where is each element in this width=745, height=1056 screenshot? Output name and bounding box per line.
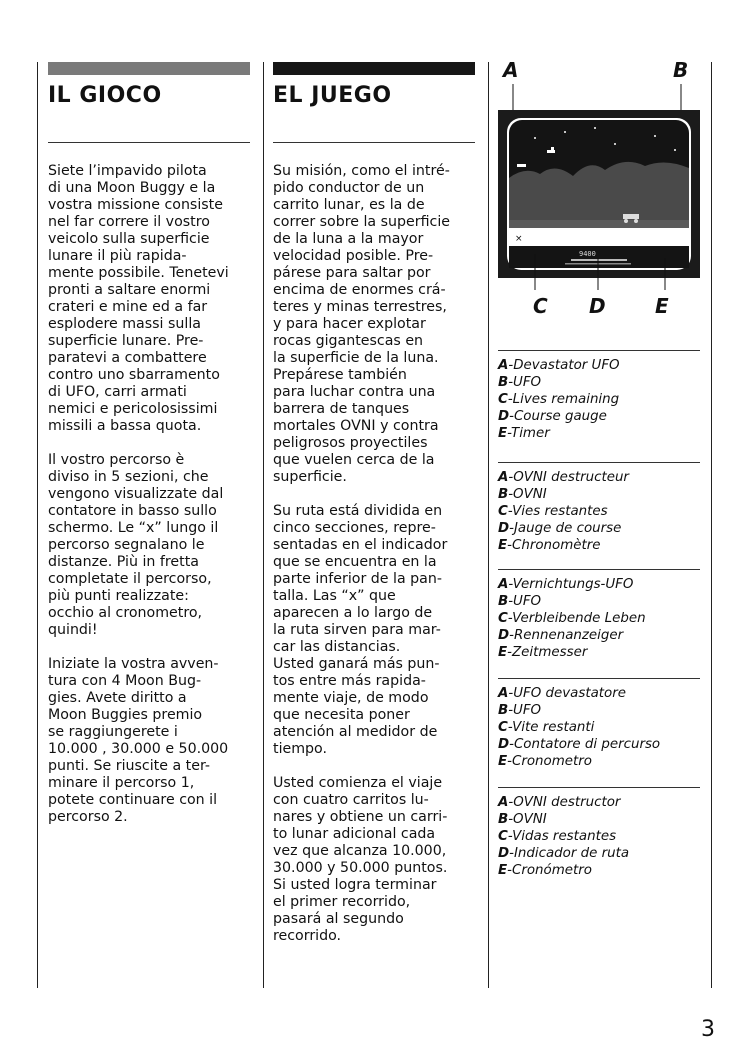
game-screen-illustration xyxy=(495,58,705,320)
legend-item xyxy=(498,593,700,610)
legend-text: -UFO xyxy=(508,375,542,390)
legend-letter: C xyxy=(498,720,508,735)
spanish-body: Su misión, como el intré- pido conductor de un carrito lunar, es la de correr sobre la superficie de la luna a la mayor velocidad posible. Pre- párese para saltar por encima de enormes crá- teres y minas terrestres, y para hacer explotar rocas gigantescas en la superficie de la luna. Prepárese también para luchar contra una barrera de tanques mortales OVNI y contra peligrosos proyectiles que vuelen cerca de la superficie. Su ruta está dividida en cinco secciones, repre- sentadas en el indicador que se encuentra en la parte inferior de la pan- talla. Las “x” que aparecen a lo largo de la ruta sirven para mar- car las distancias. Usted ganará más pun- tos entre más rapida- mente viaje, de modo que necesita poner atención al medidor de tiempo. Usted comienza el viaje con cuatro carritos lu- nares y obtiene un carri- to lunar adicional cada vez que alcanza 10.000, 30.000 y 50.000 puntos. Si usted logra terminar el primer recorrido, pasará al segundo recorrido. xyxy=(273,163,450,944)
legend-item xyxy=(498,845,700,862)
legend-letter: B xyxy=(498,594,509,609)
legend-item xyxy=(498,537,700,554)
legend-text: -Vite restanti xyxy=(507,720,595,735)
legend-rule xyxy=(498,350,700,351)
legend-item xyxy=(498,425,700,442)
legend-block xyxy=(498,678,700,770)
legend-item xyxy=(498,811,700,828)
legend-letter: B xyxy=(498,703,509,718)
legend-text: -Cronómetro xyxy=(507,863,592,878)
legend-item xyxy=(498,391,700,408)
label-a: A xyxy=(503,58,519,82)
legend-rule xyxy=(498,787,700,788)
legend-letter: E xyxy=(498,754,508,769)
legend-text: -Chronomètre xyxy=(507,538,601,553)
legend-letter: A xyxy=(498,470,509,485)
legend-letter: E xyxy=(498,426,508,441)
legend-text: -Jauge de course xyxy=(509,521,622,536)
legend-text: -Indicador de ruta xyxy=(509,846,630,861)
column-rule-right xyxy=(488,62,489,988)
legend-block xyxy=(498,569,700,661)
column-rule-middle xyxy=(263,62,264,988)
legend-item xyxy=(498,469,700,486)
screen-digits: 9400 xyxy=(579,250,596,258)
legend-item xyxy=(498,486,700,503)
legend-item xyxy=(498,702,700,719)
spanish-heading: EL JUEGO xyxy=(273,83,392,108)
legend-text: -OVNI destructor xyxy=(508,795,621,810)
label-e: E xyxy=(655,294,669,318)
legend-text: -Vernichtungs-UFO xyxy=(508,577,634,592)
legend-letter: A xyxy=(498,795,509,810)
label-c: C xyxy=(533,294,548,318)
legend-item xyxy=(498,644,700,661)
legend-item xyxy=(498,685,700,702)
legend-letter: A xyxy=(498,686,509,701)
legend-letter: E xyxy=(498,645,508,660)
legend-text: -Rennenanzeiger xyxy=(509,628,624,643)
italian-header-bar xyxy=(48,62,250,75)
legend-text: -Zeitmesser xyxy=(507,645,588,660)
legend-letter: D xyxy=(498,628,510,643)
legend-block xyxy=(498,350,700,442)
label-b: B xyxy=(673,58,689,82)
game-screen-figure xyxy=(495,58,705,320)
italian-heading: IL GIOCO xyxy=(48,83,162,108)
lives-marker: × xyxy=(515,234,523,244)
legend-text: -Verbleibende Leben xyxy=(507,611,646,626)
legend-letter: D xyxy=(498,846,510,861)
legend-item xyxy=(498,520,700,537)
legend-text: -Timer xyxy=(507,426,550,441)
devastator-ufo xyxy=(517,164,526,167)
legend-item xyxy=(498,576,700,593)
column-rule-far-right xyxy=(711,62,712,988)
legend-text: -UFO devastatore xyxy=(508,686,626,701)
legend-item xyxy=(498,610,700,627)
legend-text: -UFO xyxy=(508,594,542,609)
legend-item xyxy=(498,794,700,811)
legend-letter: B xyxy=(498,487,509,502)
legend-letter: E xyxy=(498,863,508,878)
legend-text: -Vidas restantes xyxy=(507,829,617,844)
legend-item xyxy=(498,828,700,845)
legend-block xyxy=(498,462,700,554)
legend-item xyxy=(498,503,700,520)
legend-item xyxy=(498,736,700,753)
legend-letter: C xyxy=(498,504,508,519)
legend-letter: C xyxy=(498,611,508,626)
legend-letter: D xyxy=(498,521,510,536)
legend-letter: C xyxy=(498,829,508,844)
legend-letter: D xyxy=(498,409,510,424)
legend-text: -Vies restantes xyxy=(507,504,608,519)
ufo xyxy=(547,150,555,153)
legend-item xyxy=(498,357,700,374)
legend-item xyxy=(498,627,700,644)
legend-text: -OVNI xyxy=(508,487,547,502)
legend-text: -Course gauge xyxy=(509,409,607,424)
legend-text: -OVNI xyxy=(508,812,547,827)
label-d: D xyxy=(589,294,606,318)
legend-text: -OVNI destructeur xyxy=(508,470,629,485)
spanish-header-bar xyxy=(273,62,475,75)
legend-letter: B xyxy=(498,812,509,827)
page-number: 3 xyxy=(701,1017,715,1042)
column-rule-left xyxy=(37,62,38,988)
legend-letter: D xyxy=(498,737,510,752)
legend-rule xyxy=(498,569,700,570)
legend-text: -Contatore di percurso xyxy=(509,737,661,752)
legend-item xyxy=(498,719,700,736)
legend-block xyxy=(498,787,700,879)
legend-item xyxy=(498,862,700,879)
legend-letter: E xyxy=(498,538,508,553)
legend-rule xyxy=(498,462,700,463)
legend-item xyxy=(498,753,700,770)
legend-letter: B xyxy=(498,375,509,390)
legend-text: -Lives remaining xyxy=(507,392,620,407)
legend-letter: A xyxy=(498,358,509,373)
legend-rule xyxy=(498,678,700,679)
legend-letter: C xyxy=(498,392,508,407)
legend-text: -Devastator UFO xyxy=(508,358,620,373)
italian-body: Siete l’impavido pilota di una Moon Buggy e la vostra missione consiste nel far correre il vostro veicolo sulla superficie lunare il più rapida- mente possibile. Tenetevi pronti a saltare enormi crateri e mine ed a far esplodere massi sulla superficie lunare. Pre- paratevi a combattere contro uno sbarramento di UFO, carri armati nemici e pericolosissimi missili a bassa quota. Il vostro percorso è diviso in 5 sezioni, che vengono visualizzate dal contatore in basso sullo schermo. Le “x” lungo il percorso segnalano le distanze. Più in fretta completate il percorso, più punti realizzate: occhio al cronometro, quindi! Iniziate la vostra avven- tura con 4 Moon Bug- gies. Avete diritto a Moon Buggies premio se raggiungerete i 10.000 , 30.000 e 50.000 punti. Se riuscite a ter- minare il percorso 1, potete continuare con il percorso 2. xyxy=(48,163,229,825)
legend-item xyxy=(498,374,700,391)
legend-letter: A xyxy=(498,577,509,592)
spanish-heading-rule xyxy=(273,142,475,143)
legend-text: -UFO xyxy=(508,703,542,718)
moon-buggy xyxy=(623,214,639,219)
legend-item xyxy=(498,408,700,425)
italian-heading-rule xyxy=(48,142,250,143)
legend-text: -Cronometro xyxy=(507,754,592,769)
